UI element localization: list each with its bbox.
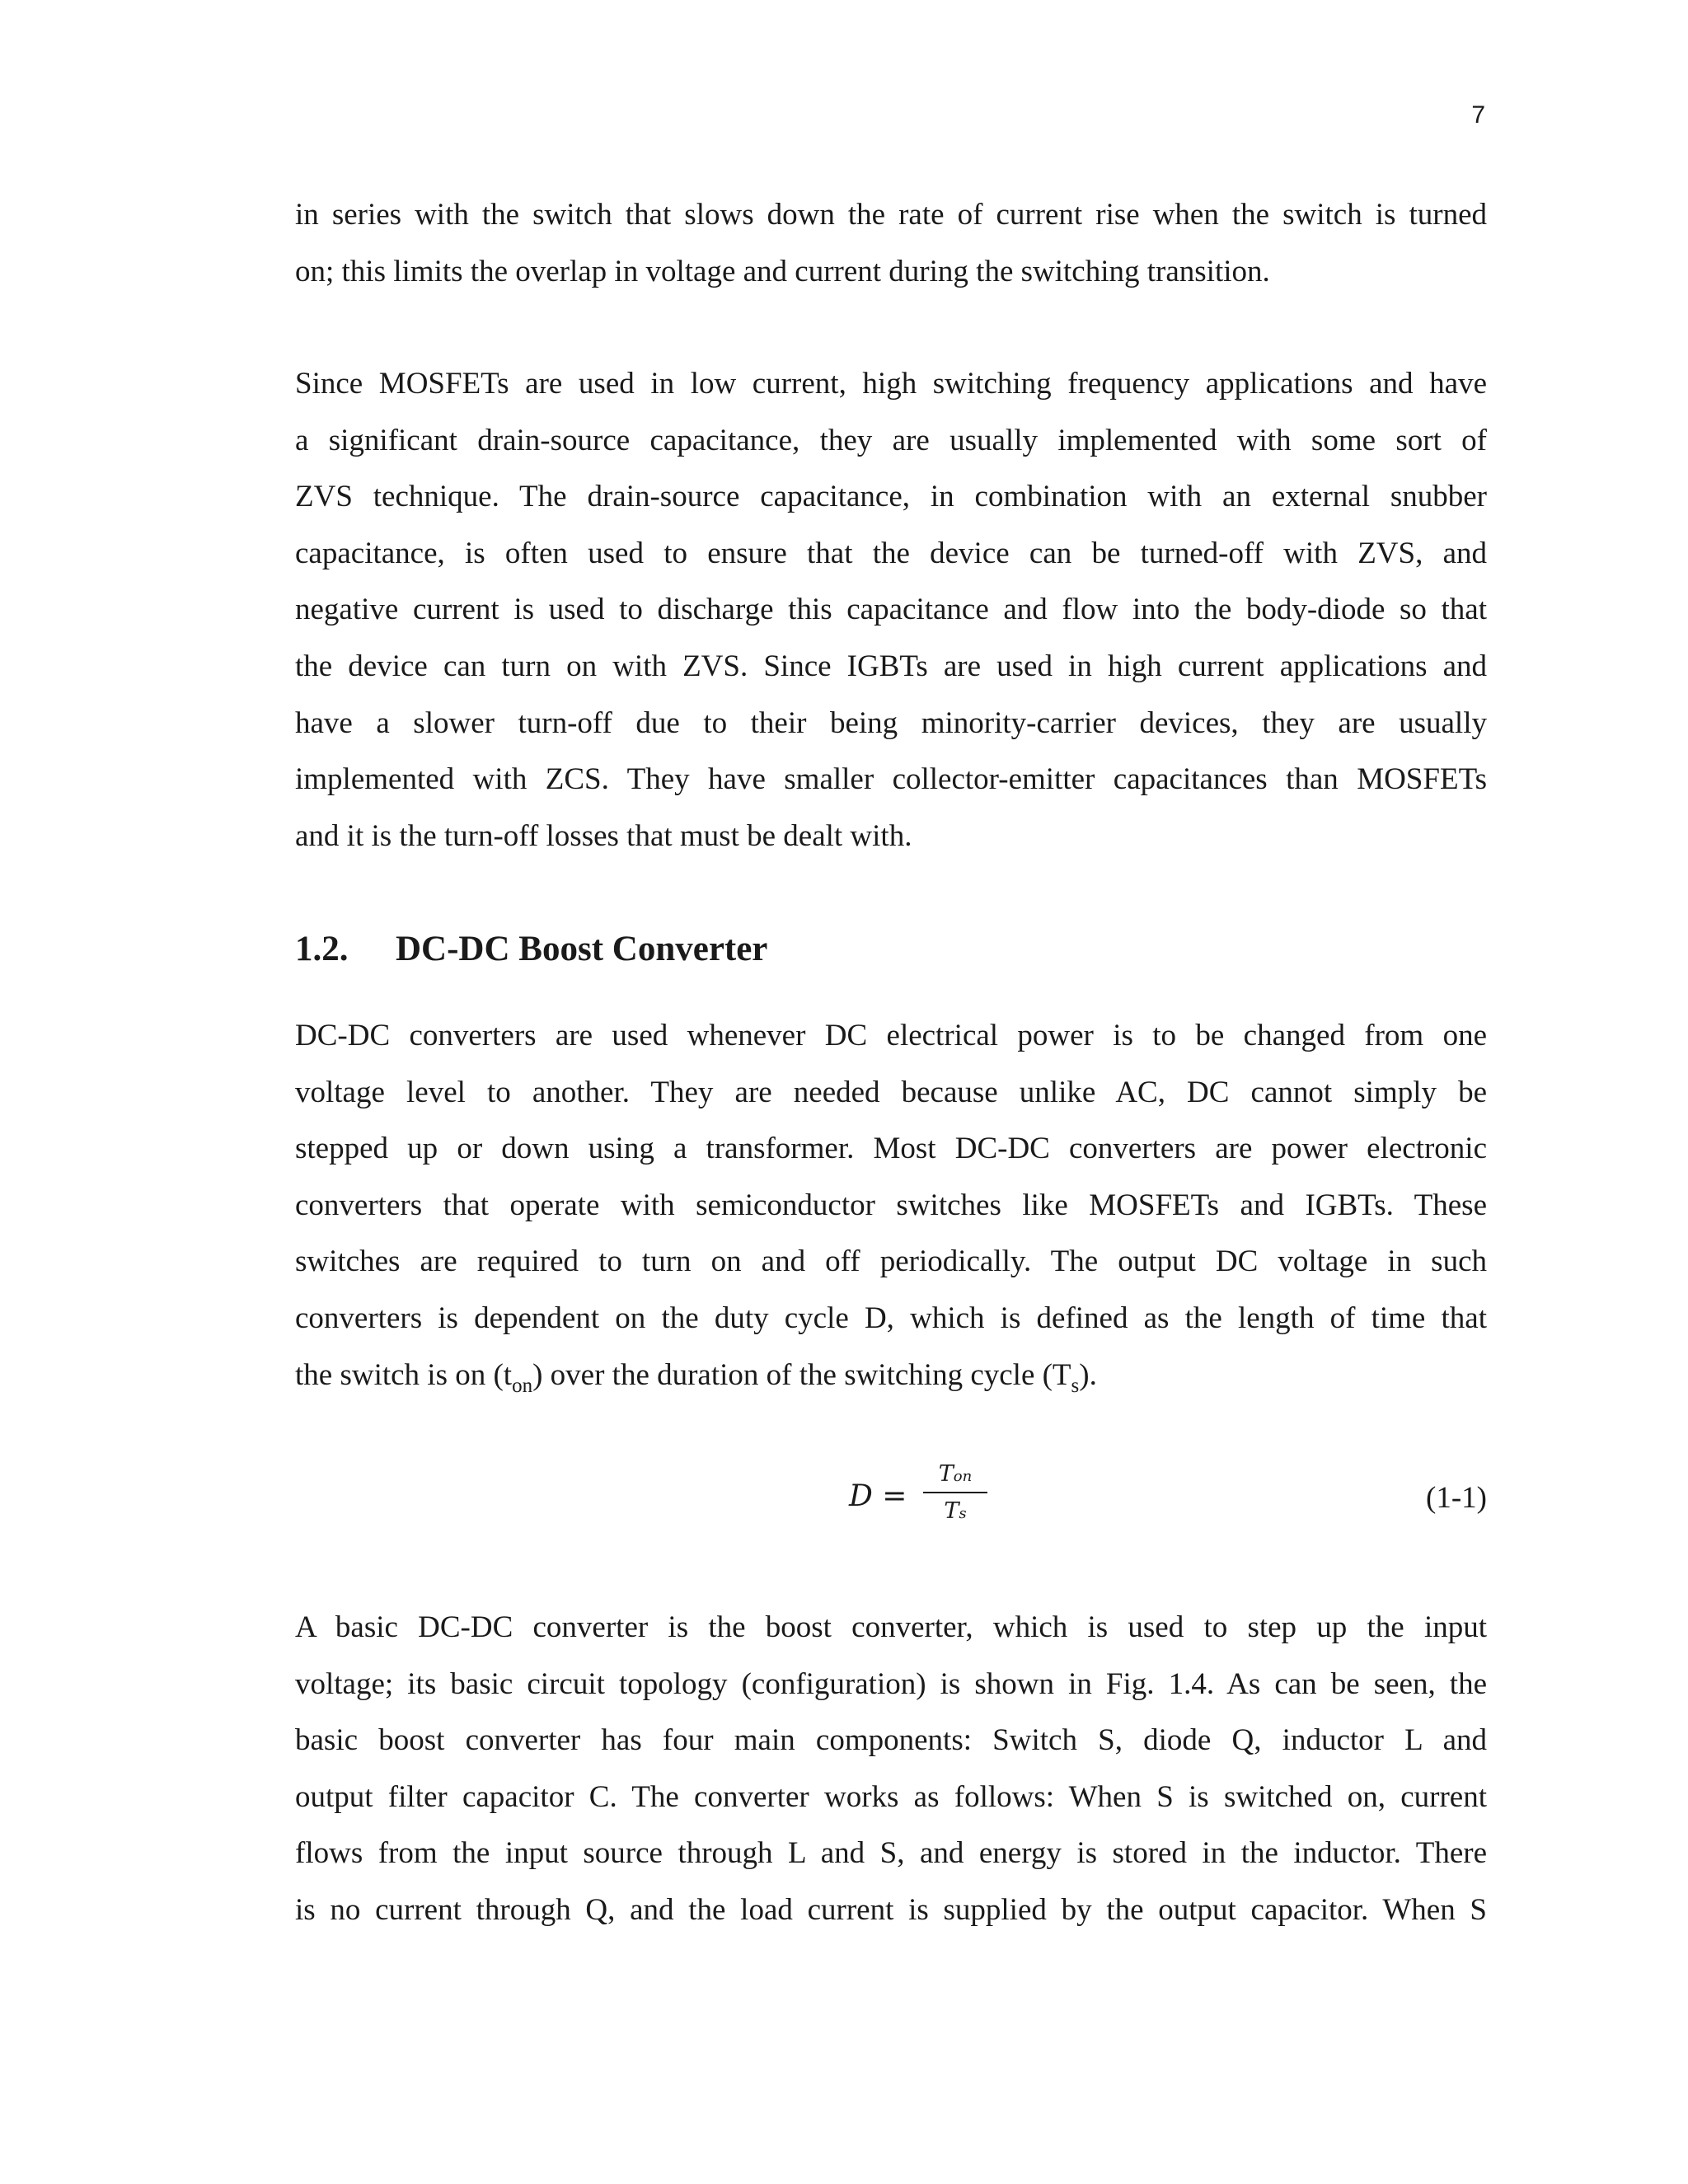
paragraph-line: switches are required to turn on and off periodically. The output DC voltage in such [295, 1244, 1487, 1279]
paragraph-4 [295, 1600, 1487, 1939]
paragraph-1 [295, 187, 1487, 300]
paragraph-line: flows from the input source through L and S, and energy is stored in the inductor. There [295, 1836, 1487, 1871]
fraction-bar [923, 1492, 987, 1493]
equation-fraction [923, 1459, 987, 1526]
subscript: on [512, 1374, 533, 1397]
paragraph-line: in series with the switch that slows down the rate of current rise when the switch is turned [295, 198, 1487, 232]
paragraph-line: ZVS technique. The drain-source capacitance, in combination with an external snubber [295, 480, 1487, 514]
fraction-denominator: Ts [944, 1498, 967, 1524]
paragraph-line: voltage; its basic circuit topology (configuration) is shown in Fig. 1.4. As can be seen, the [295, 1666, 1487, 1701]
paragraph-line: DC-DC converters are used whenever DC electrical power is to be changed from one [295, 1019, 1487, 1052]
paragraph-line: negative current is used to discharge this capacitance and flow into the body-diode so that [295, 593, 1487, 627]
section-number: 1.2. [295, 930, 349, 968]
paragraph-line: stepped up or down using a transformer. Most DC-DC converters are power electronic [295, 1132, 1487, 1166]
equation-label: (1-1) [1426, 1481, 1487, 1515]
paragraph-line: basic boost converter has four main components: Switch S, diode Q, inductor L and [295, 1723, 1487, 1758]
paragraph-line: have a slower turn-off due to their being minority-carrier devices, they are usually [295, 705, 1487, 740]
paragraph-line: voltage level to another. They are needed because unlike AC, DC cannot simply be [295, 1075, 1487, 1109]
page-number: 7 [1471, 101, 1485, 129]
paragraph-line: a significant drain-source capacitance, they are usually implemented with some sort of [295, 423, 1487, 457]
paragraph-2 [295, 356, 1487, 865]
paragraph-line: the device can turn on with ZVS. Since IGBTs are used in high current applications and [295, 649, 1487, 683]
paragraph-line: Since MOSFETs are used in low current, high switching frequency applications and have [295, 367, 1487, 401]
paragraph-line: the switch is on $(t_{on})$ over the duration of the switching cycle $(T_s)$. [295, 1357, 1097, 1397]
paragraph-line: capacitance, is often used to ensure that the device can be turned-off with ZVS, and [295, 536, 1487, 570]
paragraph-line: converters is dependent on the duty cycle D, which is defined as the length of time that [295, 1301, 1487, 1335]
equation-lhs: D = [849, 1479, 907, 1513]
paragraph-line: output filter capacitor C. The converter works as follows: When S is switched on, current [295, 1779, 1487, 1814]
paragraph-line: A basic DC-DC converter is the boost converter, which is used to step up the input [295, 1610, 1487, 1644]
paragraph-line: and it is the turn-off losses that must be dealt with. [295, 818, 912, 853]
section-title: DC-DC Boost Converter [396, 930, 768, 968]
paragraph-line: is no current through Q, and the load current is supplied by the output capacitor. When S [295, 1892, 1487, 1927]
subscript: s [1071, 1374, 1080, 1397]
paragraph-line: implemented with ZCS. They have smaller collector-emitter capacitances than MOSFETs [295, 762, 1487, 797]
paragraph-3 [295, 1008, 1487, 1404]
paragraph-line: on; this limits the overlap in voltage and current during the switching transition. [295, 254, 1270, 288]
paragraph-line: converters that operate with semiconductor switches like MOSFETs and IGBTs. These [295, 1188, 1487, 1222]
section-heading [295, 925, 767, 974]
fraction-numerator: Ton [938, 1461, 973, 1487]
